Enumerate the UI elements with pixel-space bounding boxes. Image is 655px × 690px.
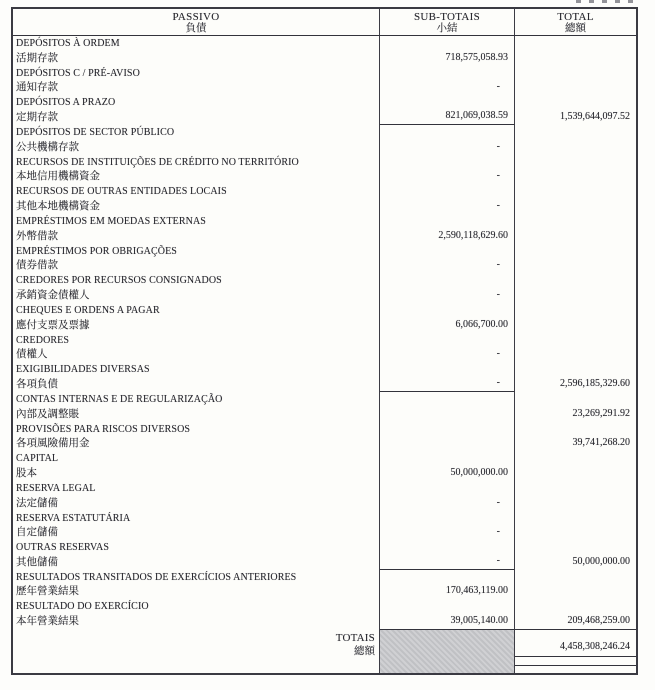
table-row [13,392,636,422]
row-label-zh: 債權人 [16,349,48,361]
row-label-zh: 定期存款 [16,111,58,123]
table-row [13,362,636,392]
row-subtotal-value: - [496,348,500,360]
row-label-cell [13,303,380,333]
row-subtotal-value: 718,575,058.93 [445,51,508,63]
row-label-pt: RECURSOS DE OUTRAS ENTIDADES LOCAIS [16,186,227,198]
row-label-pt: DEPÓSITOS DE SECTOR PÚBLICO [16,126,175,138]
row-total-value: 39,741,268.20 [572,437,630,449]
row-total-cell [515,599,636,629]
row-subtotal-cell [380,570,515,600]
row-total-value: 2,596,185,329.60 [560,377,630,389]
row-label-zh: 債券借款 [16,260,58,272]
row-subtotal-cell [380,244,515,274]
row-label-zh: 外幣借款 [16,230,58,242]
header-subtotais-pt: SUB-TOTAIS [413,10,481,23]
table-row [13,184,636,214]
row-label-pt: EMPRÉSTIMOS EM MOEDAS EXTERNAS [16,215,206,227]
row-label-cell [13,273,380,303]
row-label-zh: 歷年營業結果 [16,586,79,598]
header-subtotais-zh: 小結 [436,22,458,34]
row-label-zh: 各項風險備用金 [16,438,90,450]
row-total-cell [515,540,636,570]
row-label-pt: DEPÓSITOS A PRAZO [16,97,116,109]
row-label-pt: CREDORES [16,334,70,346]
header-passivo-pt: PASSIVO [172,10,220,23]
row-label-pt: RECURSOS DE INSTITUIÇÕES DE CRÉDITO NO TERRITÓRIO [16,156,299,168]
table-row [13,422,636,452]
row-total-cell [515,511,636,541]
row-label-zh: 股本 [16,467,37,479]
row-label-cell [13,570,380,600]
row-label-pt: CONTAS INTERNAS E DE REGULARIZAÇÃO [16,393,223,405]
header-passivo [13,9,380,35]
table-header-row [13,9,636,36]
row-subtotal-value: - [496,288,500,300]
row-total-cell [515,125,636,155]
row-label-pt: RESERVA ESTATUTÁRIA [16,512,131,524]
totals-label-zh: 總額 [354,646,375,657]
row-label-cell [13,392,380,422]
totals-shaded-cell [380,629,515,673]
row-label-pt: RESULTADOS TRANSITADOS DE EXERCÍCIOS ANTERIORES [16,571,297,583]
row-subtotal-cell [380,392,515,422]
row-subtotal-value: - [496,526,500,538]
row-total-cell [515,273,636,303]
row-total-value: 50,000,000.00 [572,555,630,567]
totals-row [13,629,636,673]
totals-label-cell [13,629,380,673]
row-subtotal-cell [380,303,515,333]
row-subtotal-value: 2,590,118,629.60 [438,229,508,241]
row-label-pt: PROVISÕES PARA RISCOS DIVERSOS [16,423,191,435]
row-label-cell [13,155,380,185]
row-total-cell [515,303,636,333]
row-subtotal-value: 39,005,140.00 [450,615,508,627]
row-total-cell [515,570,636,600]
row-subtotal-cell [380,184,515,214]
row-label-pt: CREDORES POR RECURSOS CONSIGNADOS [16,275,222,287]
row-label-zh: 法定儲備 [16,497,58,509]
row-label-cell [13,451,380,481]
table-row [13,481,636,511]
row-subtotal-cell [380,540,515,570]
row-subtotal-cell [380,66,515,96]
row-total-cell [515,333,636,363]
row-subtotal-cell [380,481,515,511]
header-total [515,9,636,35]
row-label-cell [13,244,380,274]
row-subtotal-cell [380,333,515,363]
row-subtotal-cell [380,273,515,303]
row-total-cell [515,95,636,125]
table-row [13,125,636,155]
row-label-cell [13,95,380,125]
row-label-pt: RESULTADO DO EXERCÍCIO [16,601,149,613]
row-total-cell [515,66,636,96]
row-subtotal-value: - [496,199,500,211]
row-label-zh: 自定儲備 [16,527,58,539]
row-label-cell [13,333,380,363]
header-passivo-zh: 負債 [185,22,207,34]
table-row [13,570,636,600]
header-total-zh: 總額 [565,22,586,34]
header-total-pt: TOTAL [557,10,594,23]
row-subtotal-value: 821,069,038.59 [445,109,508,121]
row-subtotal-cell [380,125,515,155]
totals-amount-cell [515,629,636,673]
row-label-cell [13,422,380,452]
row-subtotal-cell [380,36,515,66]
row-label-zh: 其他儲備 [16,556,58,568]
grand-total-value: 4,458,308,246.24 [560,641,630,652]
row-subtotal-value: - [496,259,500,271]
row-subtotal-cell [380,214,515,244]
row-subtotal-cell [380,422,515,452]
row-total-cell [515,422,636,452]
row-label-cell [13,511,380,541]
row-total-cell [515,214,636,244]
row-label-zh: 承銷資金債權人 [16,289,90,301]
table-row [13,451,636,481]
row-label-zh: 本地信用機構資金 [16,171,100,183]
row-subtotal-value: 170,463,119.00 [445,585,508,597]
row-subtotal-value: - [496,170,500,182]
row-label-zh: 活期存款 [16,52,58,64]
row-label-zh: 各項負債 [16,378,58,390]
row-label-zh: 本年營業結果 [16,616,79,628]
row-subtotal-cell [380,362,515,392]
row-subtotal-value: 50,000,000.00 [450,466,508,478]
row-label-zh: 通知存款 [16,82,58,94]
row-subtotal-value: - [496,376,500,388]
row-label-zh: 內部及調整賬 [16,408,79,420]
table-row [13,244,636,274]
row-total-cell [515,155,636,185]
balance-sheet-liabilities-table [11,7,638,675]
row-label-pt: DEPÓSITOS C / PRÉ-AVISO [16,67,140,79]
table-row [13,95,636,125]
row-subtotal-value: - [496,81,500,93]
row-total-value: 1,539,644,097.52 [560,110,630,122]
row-label-cell [13,481,380,511]
row-label-pt: EXIGIBILIDADES DIVERSAS [16,364,150,376]
row-label-pt: DEPÓSITOS À ORDEM [16,38,120,49]
row-total-cell [515,481,636,511]
double-rule [515,656,636,666]
row-label-pt: CHEQUES E ORDENS A PAGAR [16,304,160,316]
row-label-pt: RESERVA LEGAL [16,482,96,494]
table-row [13,214,636,244]
row-subtotal-cell [380,511,515,541]
row-subtotal-cell [380,599,515,629]
row-subtotal-value: - [496,140,500,152]
table-row [13,540,636,570]
row-total-cell [515,451,636,481]
row-label-cell [13,184,380,214]
row-total-cell [515,244,636,274]
row-label-cell [13,36,380,66]
row-label-cell [13,66,380,96]
row-label-pt: EMPRÉSTIMOS POR OBRIGAÇÕES [16,245,177,257]
row-label-zh: 公共機構存款 [16,141,79,153]
row-label-zh: 其他本地機構資金 [16,200,100,212]
table-row [13,155,636,185]
totals-label-pt: TOTAIS [335,632,375,644]
table-row [13,333,636,363]
row-label-cell [13,214,380,244]
table-row [13,599,636,629]
row-subtotal-cell [380,95,515,125]
row-label-pt: CAPITAL [16,453,59,465]
table-row [13,36,636,66]
row-label-cell [13,540,380,570]
table-row [13,66,636,96]
row-subtotal-cell [380,451,515,481]
row-subtotal-value: - [496,496,500,508]
row-total-value: 23,269,291.92 [572,407,630,419]
row-label-pt: OUTRAS RESERVAS [16,542,110,554]
row-label-zh: 應付支票及票據 [16,319,90,331]
header-subtotais [380,9,515,35]
row-subtotal-value: 6,066,700.00 [455,318,508,330]
row-total-cell [515,184,636,214]
table-body [13,36,636,629]
row-subtotal-cell [380,155,515,185]
row-total-cell [515,36,636,66]
clipped-text-fragment [576,0,638,3]
table-row [13,511,636,541]
row-label-cell [13,362,380,392]
table-row [13,303,636,333]
row-label-cell [13,125,380,155]
row-label-cell [13,599,380,629]
row-total-cell [515,392,636,422]
row-subtotal-value: - [496,554,500,566]
row-total-value: 209,468,259.00 [567,615,630,627]
row-total-cell [515,362,636,392]
table-row [13,273,636,303]
